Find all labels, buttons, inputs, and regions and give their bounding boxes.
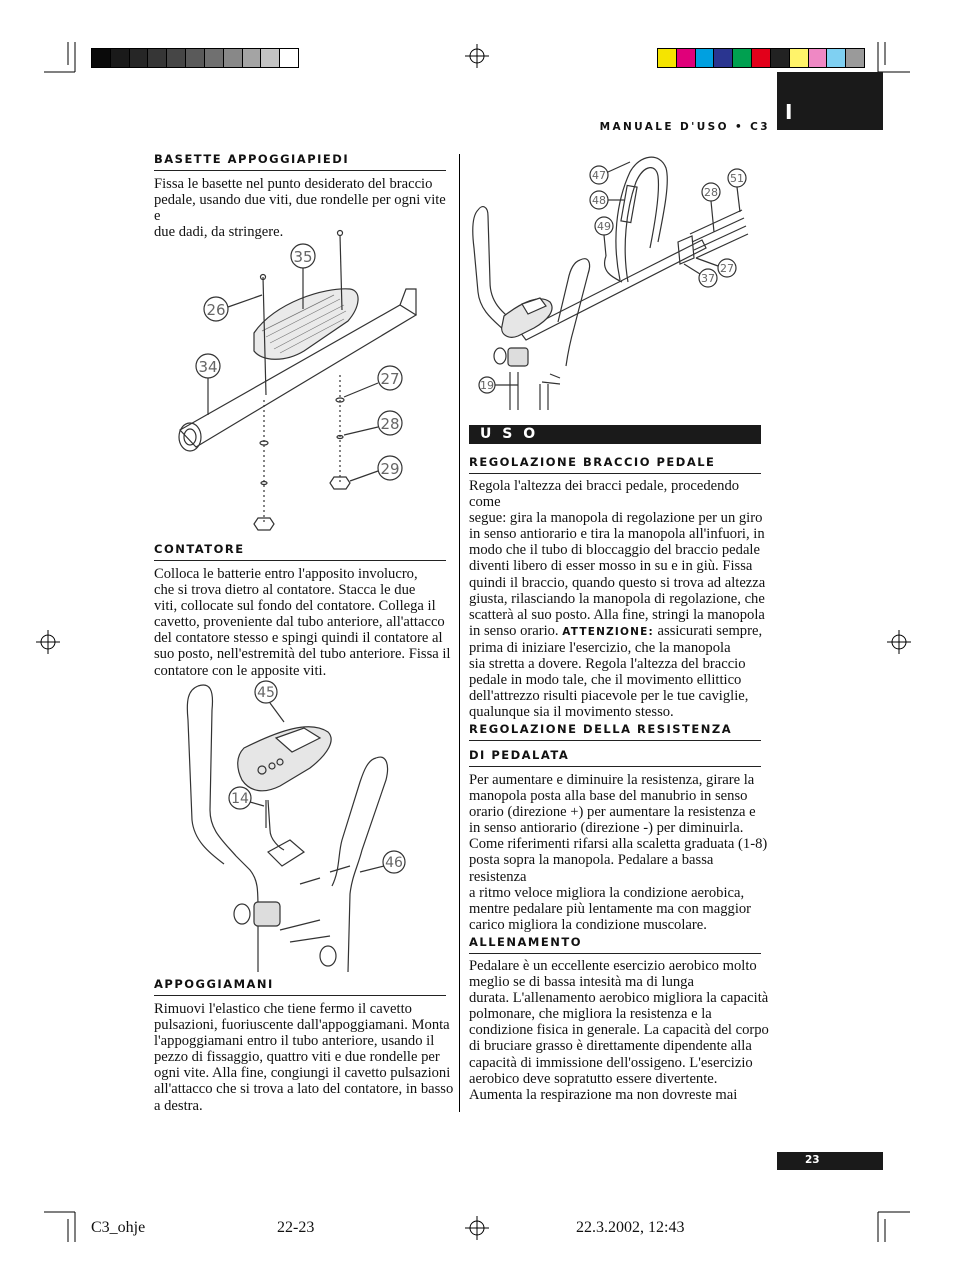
callout-45: 45 <box>257 685 275 701</box>
callout-28: 28 <box>704 186 718 199</box>
heading-regolazione-resistenza-line1: REGOLAZIONE DELLA RESISTENZA <box>469 722 761 741</box>
footer-datetime: 22.3.2002, 12:43 <box>576 1219 685 1236</box>
registration-target-top <box>465 44 489 68</box>
column-divider <box>459 154 460 1112</box>
callout-48: 48 <box>592 194 606 207</box>
text-contatore: Colloca le batterie entro l'apposito involucro, che si trova dietro al contatore. Stacca le due viti, collocate sul fondo del contatore. Collega il cavetto, proveniente dal tubo anteriore, all'attacco del contatore stesso e spingi quindi il contatore al suo posto, nell'estremità del tubo anteriore. Fissa il contatore con le apposite viti. <box>154 566 451 679</box>
footer-pages: 22-23 <box>277 1219 315 1236</box>
attention-label: ATTENZIONE: <box>562 625 654 638</box>
callout-26: 26 <box>206 301 226 319</box>
callout-29: 29 <box>380 460 400 478</box>
callout-27: 27 <box>720 262 734 275</box>
callout-37: 37 <box>701 272 715 285</box>
heading-regolazione-braccio-pedale: REGOLAZIONE BRACCIO PEDALE <box>469 455 761 474</box>
page-number: 23 <box>805 1154 820 1166</box>
callout-35: 35 <box>293 248 313 266</box>
language-tab <box>777 72 883 130</box>
callout-14: 14 <box>231 791 249 807</box>
footer-filename: C3_ohje <box>91 1219 146 1236</box>
text-allenamento: Pedalare è un eccellente esercizio aerobico molto meglio se di bassa intesità ma di lunga durata. L'allenamento aerobico migliora la capacità polmonare, che migliora la resistenza e la condizione fisica in generale. La capacità del corpo di bruciare grasso è direttamente dipendente alla capacità di immissione dell'ossigeno. L'esercizio aerobico deve sopratutto essere divertente. Aumenta la respirazione ma non dovreste mai <box>469 958 769 1103</box>
text-basette-appoggiapiedi: Fissa le basette nel punto desiderato del braccio pedale, usando due viti, due rondelle per ogni vite e due dadi, da stringere. <box>154 176 446 241</box>
callout-27: 27 <box>380 370 400 388</box>
text-regolazione-part1: Regola l'altezza dei bracci pedale, procedendo come segue: gira la manopola di regolazione per un giro in senso antiorario e tira la manopola all'infuori, in modo che il tubo di bloccaggio del braccio pedale diventi libero di esser mosso in su e in giù. Fissa quindi il braccio, quando questo si trova ad altezza giusta, rilasciando la manopola di regolazione, che scatterà al suo posto. Alla fine, stringi la manopola in senso orario. <box>469 478 766 639</box>
callout-19: 19 <box>480 379 494 392</box>
text-regolazione-part2: assicurati sempre, prima di iniziare l'esercizio, che la manopola sia stretta a dovere. Regola l'altezza del braccio pedale in modo tale, che il movimento ellittico dell'attrezzo risulti piacevole per le tue caviglie, qualunque sia il movimento stesso. <box>469 622 763 721</box>
callout-46: 46 <box>385 855 403 871</box>
heading-regolazione-resistenza-line2: DI PEDALATA <box>469 748 761 767</box>
text-regolazione-braccio-pedale <box>469 478 769 720</box>
text-regolazione-resistenza: Per aumentare e diminuire la resistenza, girare la manopola posta alla base del manubrio in senso orario (direzione +) per aumentare la resistenza e in senso antiorario (direzione -) per diminuirla. Come riferimenti rifarsi alla scaletta graduata (1-8) posta sopra la manopola. Pedalare a bassa resistenza a ritmo veloce migliora la condizione aerobica, mentre pedalare più lentamente ma con maggior carico migliora la condizione muscolare. <box>469 772 768 933</box>
language-tab-letter: I <box>785 100 793 124</box>
callout-28: 28 <box>380 415 400 433</box>
callout-47: 47 <box>592 169 606 182</box>
uso-banner-label: U S O <box>480 426 539 442</box>
uso-banner <box>469 425 761 444</box>
text-appoggiamani: Rimuovi l'elastico che tiene fermo il cavetto pulsazioni, fuoriuscente dall'appoggiamani. Monta l'appoggiamani entro il tubo anteriore, usando il pezzo di fissaggio, quattro viti e due rondelle per ogni vite. Alla fine, congiungi il cavetto pulsazioni all'attacco che si trova a lato del contatore, in basso a destra. <box>154 1001 454 1114</box>
page-number-tab <box>777 1152 883 1170</box>
figure-console-assembly <box>180 680 420 972</box>
manual-title: MANUALE D'USO • C3 <box>599 121 770 133</box>
figure-foot-pedal-assembly <box>154 225 446 535</box>
callout-34: 34 <box>198 358 218 376</box>
figure-handlebar-assembly <box>470 152 762 412</box>
heading-appoggiamani: APPOGGIAMANI <box>154 977 446 996</box>
heading-contatore: CONTATORE <box>154 542 446 561</box>
heading-allenamento: ALLENAMENTO <box>469 935 761 954</box>
callout-49: 49 <box>597 220 611 233</box>
callout-51: 51 <box>730 172 744 185</box>
heading-basette-appoggiapiedi: BASETTE APPOGGIAPIEDI <box>154 152 446 171</box>
